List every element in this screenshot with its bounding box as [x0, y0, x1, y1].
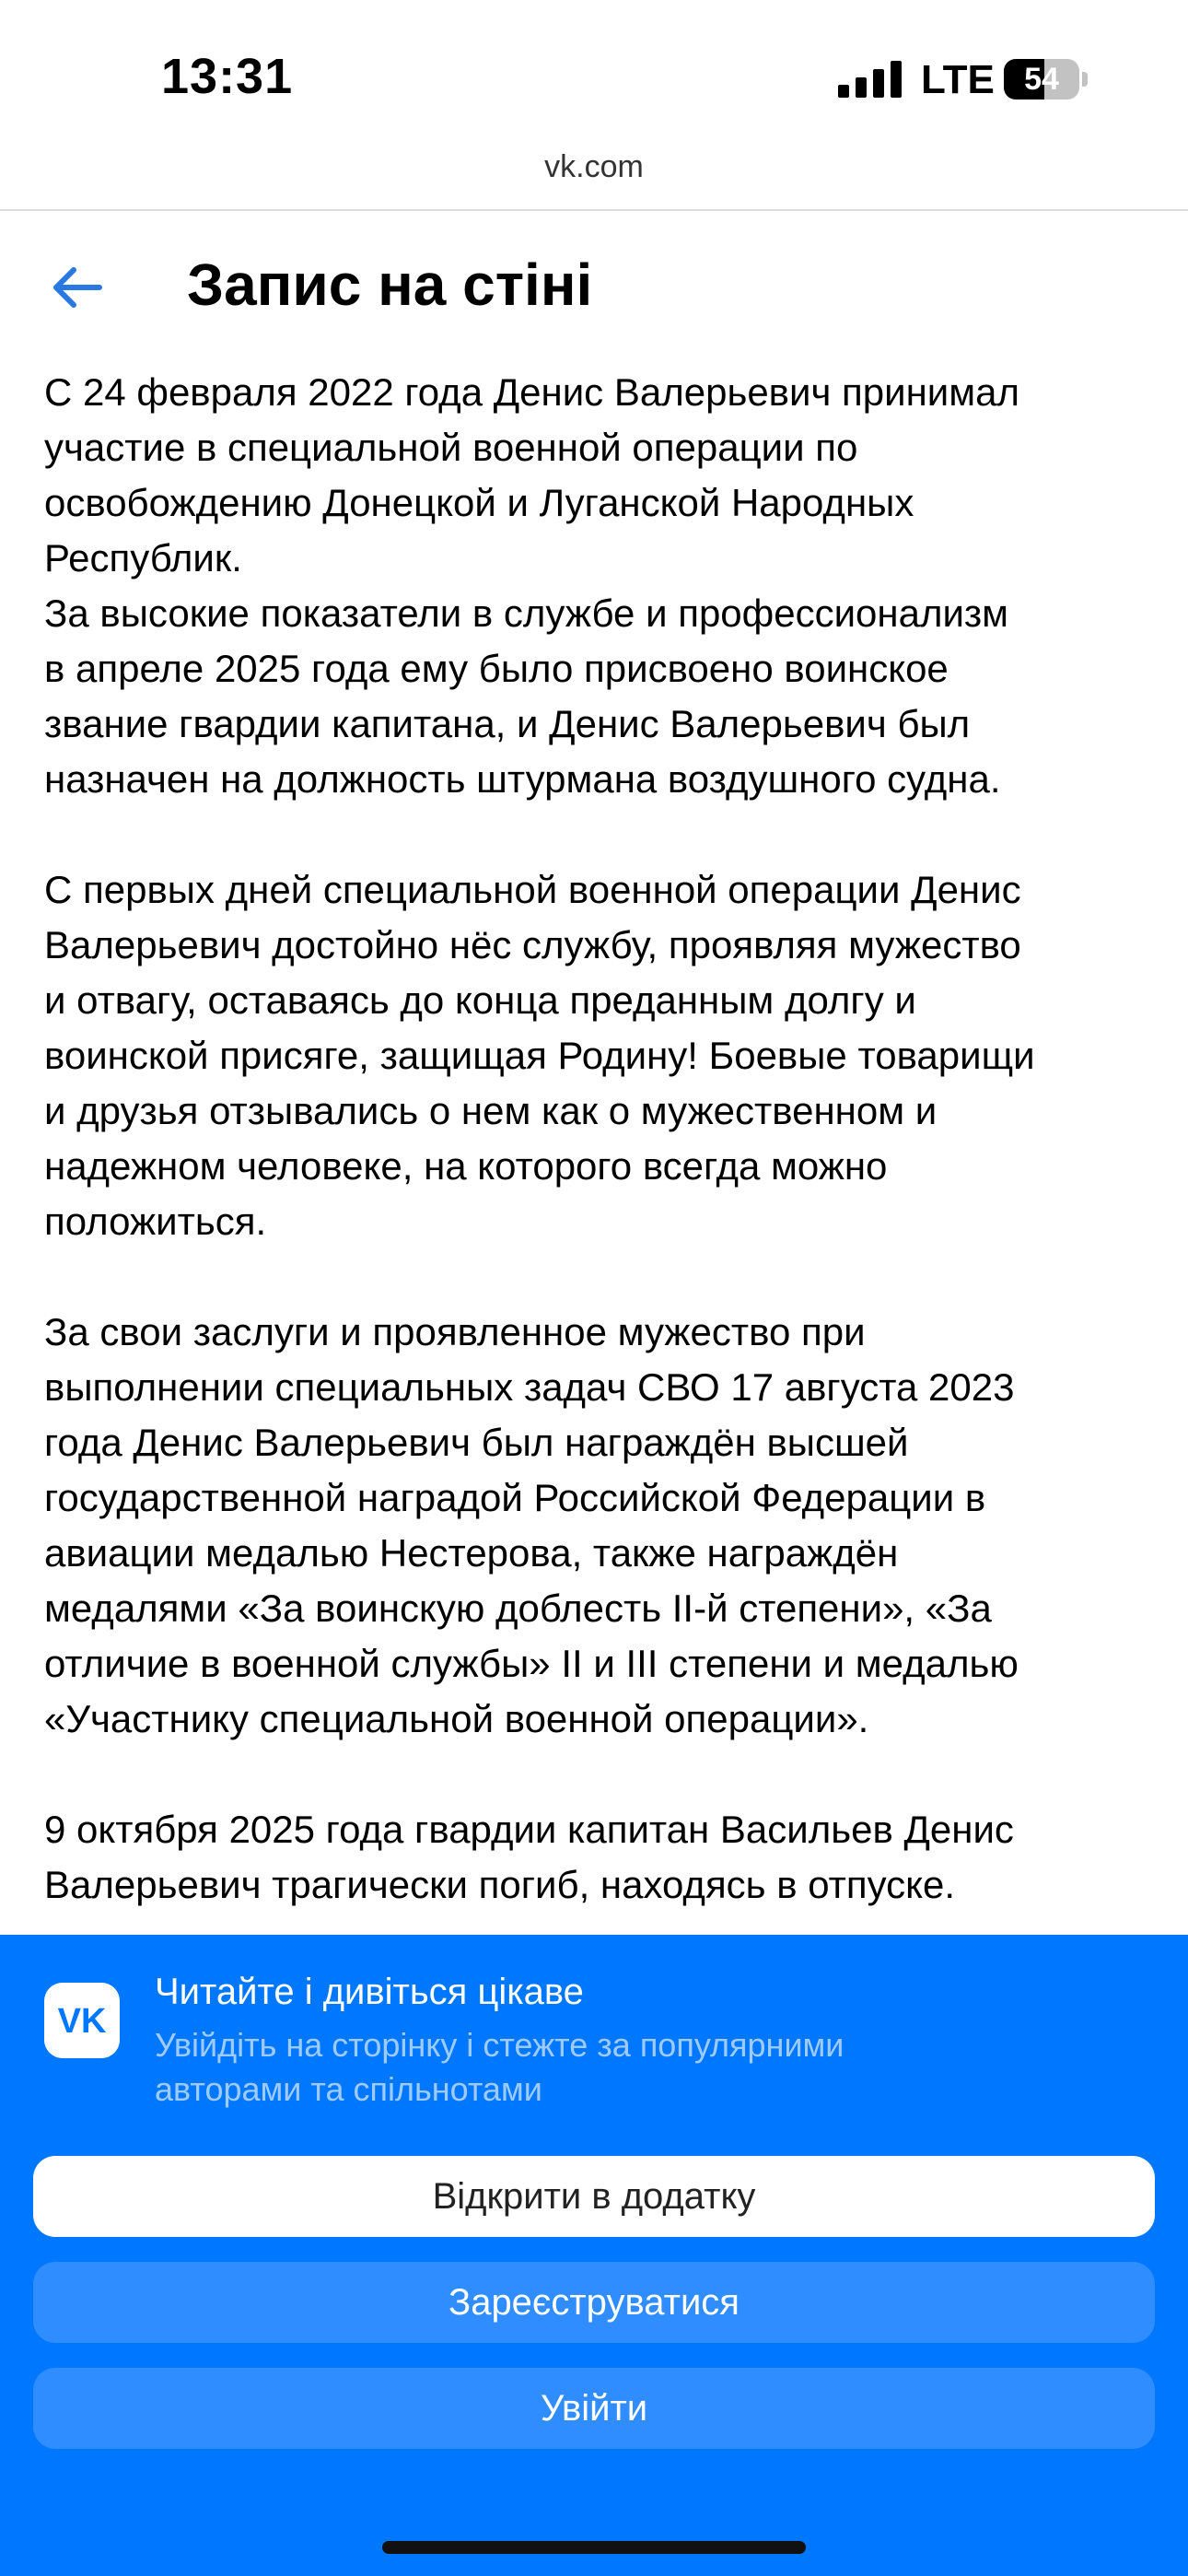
status-time: 13:31: [161, 49, 294, 104]
open-in-app-button[interactable]: Відкрити в додатку: [33, 2156, 1155, 2237]
register-button[interactable]: Зареєструватися: [33, 2262, 1155, 2343]
cellular-signal-icon: [838, 61, 903, 98]
post-text-line: и отвагу, оставаясь до конца преданным долгу и: [44, 978, 916, 1022]
post-text-line: освобождению Донецкой и Луганской Народных: [44, 481, 914, 524]
battery-percent: 54: [1024, 62, 1059, 97]
post-text: [44, 365, 1149, 1913]
home-indicator[interactable]: [382, 2541, 806, 2554]
back-button[interactable]: [48, 258, 107, 317]
post-text-line: «Участнику специальной военной операции».: [44, 1697, 869, 1740]
post-text-line: За свои заслуги и проявленное мужество при: [44, 1310, 866, 1353]
post-text-line: За высокие показатели в службе и профессионализм: [44, 591, 1009, 635]
post-text-line: Валерьевич трагически погиб, находясь в отпуске.: [44, 1863, 956, 1906]
post-paragraph: [44, 862, 1149, 1249]
post-text-line: в апреле 2025 года ему было присвоено воинское: [44, 647, 949, 690]
post-text-line: С первых дней специальной военной операции Денис: [44, 868, 1021, 911]
post-text-line: положиться.: [44, 1200, 267, 1243]
arrow-left-icon: [48, 258, 107, 317]
post-text-line: С 24 февраля 2022 года Денис Валерьевич принимал: [44, 370, 1019, 414]
post-text-line: выполнении специальных задач СВО 17 августа 2023: [44, 1365, 1015, 1409]
banner-title: Читайте і дивіться цікаве: [155, 1972, 584, 2012]
post-text-line: Республик.: [44, 536, 242, 580]
post-paragraph: [44, 1802, 1149, 1913]
post-text-line: авиации медалью Нестерова, также награждён: [44, 1531, 899, 1575]
post-text-line: участие в специальной военной операции по: [44, 426, 858, 469]
post-paragraph: [44, 365, 1149, 807]
status-bar: [0, 0, 1188, 147]
header-divider: [0, 209, 1188, 211]
post-text-line: медалями «За воинскую доблесть II-й степени», «За: [44, 1587, 992, 1630]
post-text-line: отличие в военной службы» II и III степени и медалью: [44, 1642, 1019, 1685]
post-text-line: Валерьевич достойно нёс службу, проявляя мужество: [44, 923, 1021, 966]
address-bar-url[interactable]: vk.com: [544, 149, 644, 184]
battery-icon: [1004, 59, 1087, 100]
post-text-line: года Денис Валерьевич был награждён высшей: [44, 1421, 909, 1464]
app-promo-banner: [0, 1935, 1188, 2576]
login-button[interactable]: Увійти: [33, 2368, 1155, 2449]
banner-subtitle: [155, 2023, 1076, 2112]
post-text-line: государственной наградой Российской Федерации в: [44, 1476, 986, 1519]
post-text-line: и друзья отзывались о нем как о мужественном и: [44, 1089, 938, 1132]
post-text-line: надежном человеке, на которого всегда можно: [44, 1144, 888, 1188]
svg-text:VK: VK: [57, 2002, 107, 2041]
post-text-line: назначен на должность штурмана воздушного судна.: [44, 757, 1001, 801]
post-text-line: воинской присяге, защищая Родину! Боевые товарищи: [44, 1034, 1035, 1077]
network-type: LTE: [921, 57, 995, 102]
vk-logo-icon: [44, 1983, 120, 2058]
post-text-line: 9 октября 2025 года гвардии капитан Васильев Денис: [44, 1808, 1014, 1851]
page-title: Запис на стіні: [187, 252, 593, 318]
post-paragraph: [44, 1305, 1149, 1747]
banner-subtitle-line: Увійдіть на сторінку і стежте за популярними: [155, 2026, 844, 2064]
banner-subtitle-line: авторами та спільнотами: [155, 2070, 542, 2108]
post-text-line: звание гвардии капитана, и Денис Валерьевич был: [44, 702, 971, 745]
